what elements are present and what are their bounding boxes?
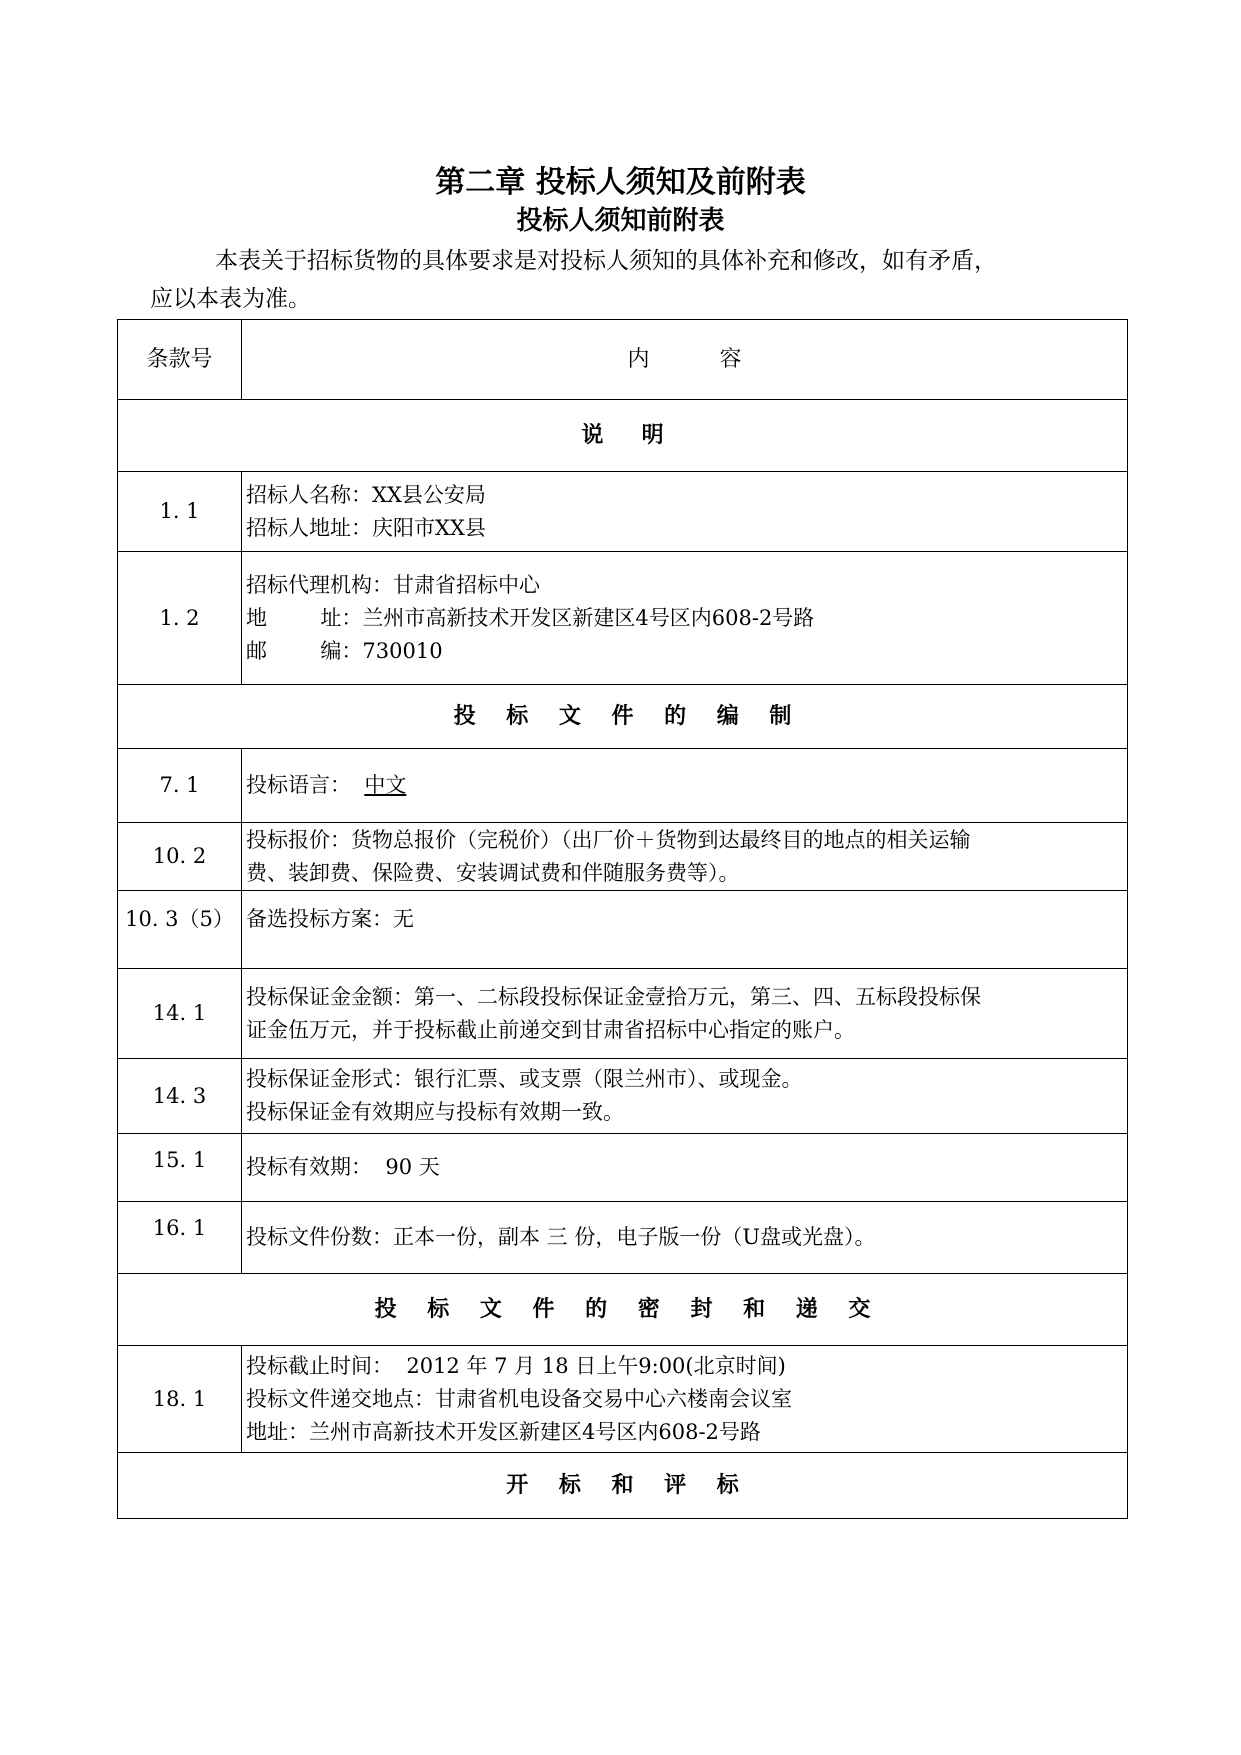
clause-content — [242, 1346, 1128, 1453]
content-line: 招标人名称：XX县公安局 — [246, 482, 486, 507]
table-header-row — [118, 320, 1128, 400]
table-row — [118, 472, 1128, 552]
content-line: 费、装卸费、保险费、安装调试费和伴随服务费等）。 — [246, 860, 740, 885]
table-title: 投标人须知前附表 — [516, 206, 725, 236]
content-line: 招标人地址：庆阳市XX县 — [246, 515, 486, 540]
content-line: 投标有效期： 90 天 — [246, 1155, 440, 1179]
clause-number: 14. 3 — [118, 1059, 242, 1134]
content-line: 地址：兰州市高新技术开发区新建区4号区内608-2号路 — [246, 1419, 761, 1444]
content-line: 证金伍万元，并于投标截止前递交到甘肃省招标中心指定的账户。 — [246, 1017, 855, 1042]
clause-content — [242, 749, 1128, 823]
content-line: 投标报价：货物总报价（完税价）（出厂价＋货物到达最终目的地点的相关运输 — [246, 827, 971, 852]
bidder-instructions-table — [117, 319, 1128, 1519]
clause-number: 14. 1 — [118, 969, 242, 1059]
intro-line-1: 本表关于招标货物的具体要求是对投标人须知的具体补充和修改，如有矛盾， — [215, 248, 997, 274]
intro-line-2: 应以本表为准。 — [150, 286, 311, 312]
clause-content — [242, 891, 1128, 969]
section-row — [118, 685, 1128, 749]
clause-number: 7. 1 — [118, 749, 242, 823]
table-row — [118, 891, 1128, 969]
clause-number: 1. 1 — [118, 472, 242, 552]
table-row — [118, 1202, 1128, 1274]
clause-number: 10. 2 — [118, 823, 242, 891]
content-line: 备选投标方案：无 — [246, 907, 414, 931]
clause-number: 10. 3（5） — [118, 891, 242, 969]
table-row — [118, 969, 1128, 1059]
language-value: 中文 — [364, 773, 407, 797]
content-line: 招标代理机构：甘肃省招标中心 — [246, 572, 540, 597]
section-row — [118, 1453, 1128, 1519]
section-title-sealing-submission: 投 标 文 件 的 密 封 和 递 交 — [118, 1274, 1128, 1346]
section-row — [118, 400, 1128, 472]
clause-number: 1. 2 — [118, 552, 242, 685]
section-row — [118, 1274, 1128, 1346]
chapter-title: 第二章 投标人须知及前附表 — [435, 165, 806, 200]
section-title-preparation: 投 标 文 件 的 编 制 — [118, 685, 1128, 749]
section-title-opening-evaluation: 开 标 和 评 标 — [118, 1453, 1128, 1519]
clause-content — [242, 552, 1128, 685]
clause-content — [242, 1059, 1128, 1134]
content-line: 投标保证金形式：银行汇票、或支票（限兰州市）、或现金。 — [246, 1067, 803, 1091]
header-content: 内 容 — [242, 320, 1128, 400]
clause-content — [242, 969, 1128, 1059]
section-title-description: 说 明 — [118, 400, 1128, 472]
table-row — [118, 1134, 1128, 1202]
clause-content — [242, 472, 1128, 552]
content-label: 投标语言： — [246, 773, 365, 797]
clause-content — [242, 823, 1128, 891]
table-row — [118, 823, 1128, 891]
content-line: 地 址：兰州市高新技术开发区新建区4号区内608-2号路 — [246, 605, 815, 630]
clause-number: 16. 1 — [118, 1202, 242, 1274]
content-line: 邮 编：730010 — [246, 638, 443, 663]
content-line: 投标保证金金额：第一、二标段投标保证金壹拾万元，第三、四、五标段投标保 — [246, 984, 981, 1009]
clause-content — [242, 1202, 1128, 1274]
content-line: 投标文件递交地点：甘肃省机电设备交易中心六楼南会议室 — [246, 1386, 792, 1411]
clause-number: 18. 1 — [118, 1346, 242, 1453]
clause-content — [242, 1134, 1128, 1202]
content-line: 投标截止时间： 2012 年 7 月 18 日上午9:00(北京时间) — [246, 1353, 786, 1378]
content-line: 投标保证金有效期应与投标有效期一致。 — [246, 1100, 624, 1124]
table-row — [118, 1059, 1128, 1134]
table-row — [118, 552, 1128, 685]
header-clause-number: 条款号 — [118, 320, 242, 400]
content-line: 投标文件份数：正本一份，副本 三 份，电子版一份（U盘或光盘）。 — [246, 1225, 876, 1249]
table-row — [118, 749, 1128, 823]
clause-number: 15. 1 — [118, 1134, 242, 1202]
table-row — [118, 1346, 1128, 1453]
